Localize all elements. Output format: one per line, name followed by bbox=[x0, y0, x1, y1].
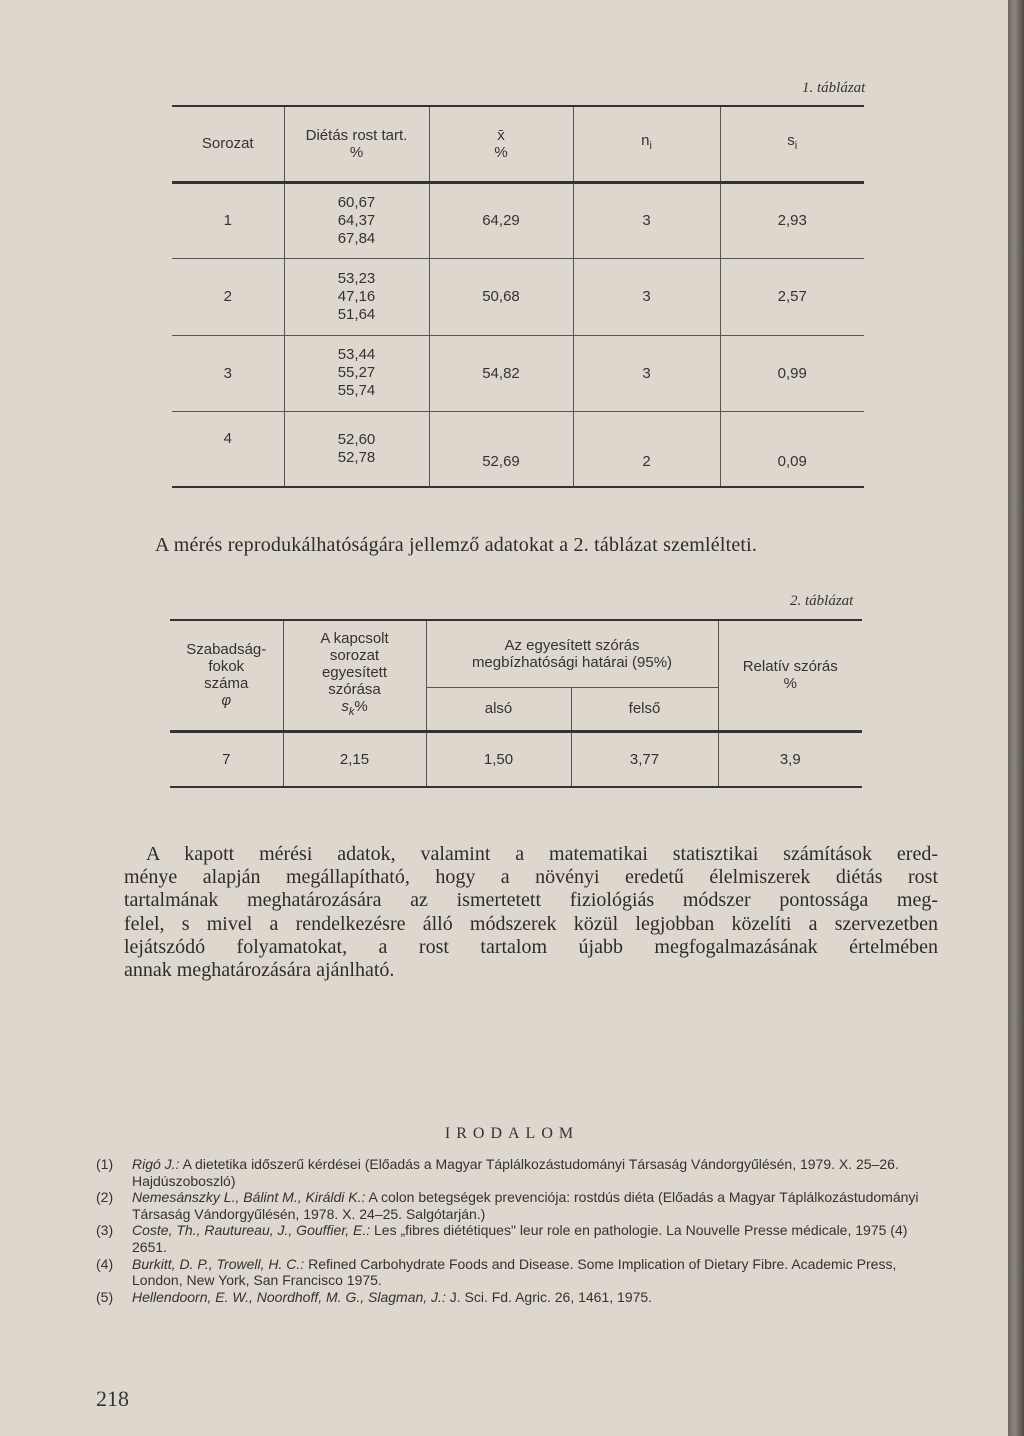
reference-authors: Rigó J.: bbox=[132, 1156, 180, 1172]
reference-number: (5) bbox=[96, 1288, 114, 1305]
table-row bbox=[172, 411, 864, 487]
col-header-kapcsolt: A kapcsolt sorozat egyesített szórása $s_k\%$ bbox=[283, 620, 426, 731]
table-row bbox=[172, 258, 864, 335]
reference-text: A colon betegségek prevenciója: rostdús diéta (Előadás a Magyar Táplálkozástudományi Társaság Vándorgyűlésén, 1978. X. 24–25. Salgótarján.) bbox=[132, 1189, 919, 1222]
text-line: A kapott mérési adatok, valamint a matematikai statisztikai számítások ered- bbox=[146, 843, 938, 865]
text-line: felel, s mivel a rendelkezésre álló módszerek közül legjobban közelíti a szervezetben bbox=[124, 912, 938, 935]
col-header-hatarok: Az egyesített szórás megbízhatósági határai (95%) bbox=[426, 620, 718, 687]
row-mean: 54,82 bbox=[429, 335, 573, 411]
reference-item bbox=[96, 1222, 946, 1255]
col-header-n: $n_i$ bbox=[573, 106, 720, 182]
table1 bbox=[172, 105, 864, 488]
page-number: 218 bbox=[96, 1386, 129, 1411]
row-s: 0,09 bbox=[720, 411, 864, 487]
reference-authors: Coste, Th., Rautureau, J., Gouffier, E.: bbox=[132, 1222, 371, 1239]
row-mean: 50,68 bbox=[429, 258, 573, 335]
row-n: 3 bbox=[573, 258, 720, 335]
reference-item bbox=[96, 1289, 946, 1306]
row-values: 60,67 64,37 67,84 bbox=[284, 182, 429, 258]
reference-item bbox=[96, 1189, 946, 1222]
reference-text: Les „fibres diététiques" leur role en pathologie. La Nouvelle Presse médicale, 1975 (4) 2651. bbox=[132, 1222, 908, 1255]
row-sorozat: 3 bbox=[172, 335, 284, 411]
reference-text: A dietetika időszerű kérdései (Előadás a Magyar Táplálkozástudományi Társaság Vándorgyűlésén, 1979. X. 25–26. Hajdúszoboszló) bbox=[132, 1156, 899, 1189]
text-line: lejátszódó folyamatokat, a rost tartalom újabb megfogalmazásának értelmében bbox=[124, 935, 938, 958]
row-values: 53,23 47,16 51,64 bbox=[284, 258, 429, 335]
table2-caption: 2. táblázat bbox=[790, 593, 854, 609]
row-mean: 64,29 bbox=[429, 182, 573, 258]
reference-number: (2) bbox=[96, 1189, 114, 1206]
references-list bbox=[96, 1156, 946, 1305]
reference-number: (1) bbox=[96, 1156, 114, 1172]
paragraph-intro: A mérés reprodukálhatóságára jellemző adatokat a 2. táblázat szemlélteti. bbox=[155, 534, 758, 556]
table1-caption: 1. táblázat bbox=[802, 80, 866, 96]
col-header-felso: felső bbox=[571, 687, 718, 731]
row-s: 2,57 bbox=[720, 258, 864, 335]
row-n: 3 bbox=[573, 182, 720, 258]
text-line: tartalmának meghatározására az ismertetett fiziológiás módszer pontossága meg- bbox=[124, 889, 938, 912]
reference-authors: Nemesánszky L., Bálint M., Királdi K.: bbox=[132, 1189, 366, 1206]
reference-number: (3) bbox=[96, 1222, 114, 1239]
cell-also: 1,50 bbox=[426, 731, 571, 787]
reference-text: J. Sci. Fd. Agric. 26, 1461, 1975. bbox=[445, 1288, 653, 1305]
cell-relativ: 3,9 bbox=[718, 731, 862, 787]
row-n: 2 bbox=[573, 411, 720, 487]
reference-number: (4) bbox=[96, 1255, 114, 1272]
table-row bbox=[172, 182, 864, 258]
reference-authors: Hellendoorn, E. W., Noordhoff, M. G., Slagman, J.: bbox=[132, 1288, 446, 1305]
reference-authors: Burkitt, D. P., Trowell, H. C.: bbox=[132, 1255, 305, 1272]
row-sorozat: 4 bbox=[172, 411, 284, 487]
references-heading: IRODALOM bbox=[444, 1125, 580, 1142]
reference-text: Refined Carbohydrate Foods and Disease. Some Implication of Dietary Fibre. Academic Press, London, New York, San Francisco 1975. bbox=[132, 1255, 897, 1289]
reference-item bbox=[96, 1256, 946, 1289]
col-header-szabadsag: Szabadság- fokok száma φ bbox=[170, 620, 283, 731]
col-header-dietas-rost: Diétás rost tart. % bbox=[284, 106, 429, 182]
row-sorozat: 2 bbox=[172, 258, 284, 335]
cell-felso: 3,77 bbox=[571, 731, 718, 787]
table-row bbox=[172, 335, 864, 411]
page-edge bbox=[1008, 0, 1024, 1436]
col-header-relativ: Relatív szórás % bbox=[718, 620, 862, 731]
reference-item bbox=[96, 1156, 946, 1189]
text-line: ménye alapján megállapítható, hogy a növényi eredetű élelmiszerek diétás rost bbox=[124, 866, 938, 889]
table-row bbox=[170, 731, 862, 787]
col-header-s: $s_i$ bbox=[720, 106, 864, 182]
col-header-mean: x̄ % bbox=[429, 106, 573, 182]
cell-kapcsolt: 2,15 bbox=[283, 731, 426, 787]
row-s: 0,99 bbox=[720, 335, 864, 411]
col-header-also: alsó bbox=[426, 687, 571, 731]
row-sorozat: 1 bbox=[172, 182, 284, 258]
row-values: 52,60 52,78 bbox=[284, 411, 429, 487]
paragraph-conclusion bbox=[124, 843, 938, 982]
row-s: 2,93 bbox=[720, 182, 864, 258]
row-mean: 52,69 bbox=[429, 411, 573, 487]
col-header-sorozat: Sorozat bbox=[172, 106, 284, 182]
text-line: annak meghatározására ajánlható. bbox=[124, 959, 395, 982]
row-values: 53,44 55,27 55,74 bbox=[284, 335, 429, 411]
table2 bbox=[170, 619, 862, 788]
row-n: 3 bbox=[573, 335, 720, 411]
cell-szabadsag: 7 bbox=[170, 731, 283, 787]
